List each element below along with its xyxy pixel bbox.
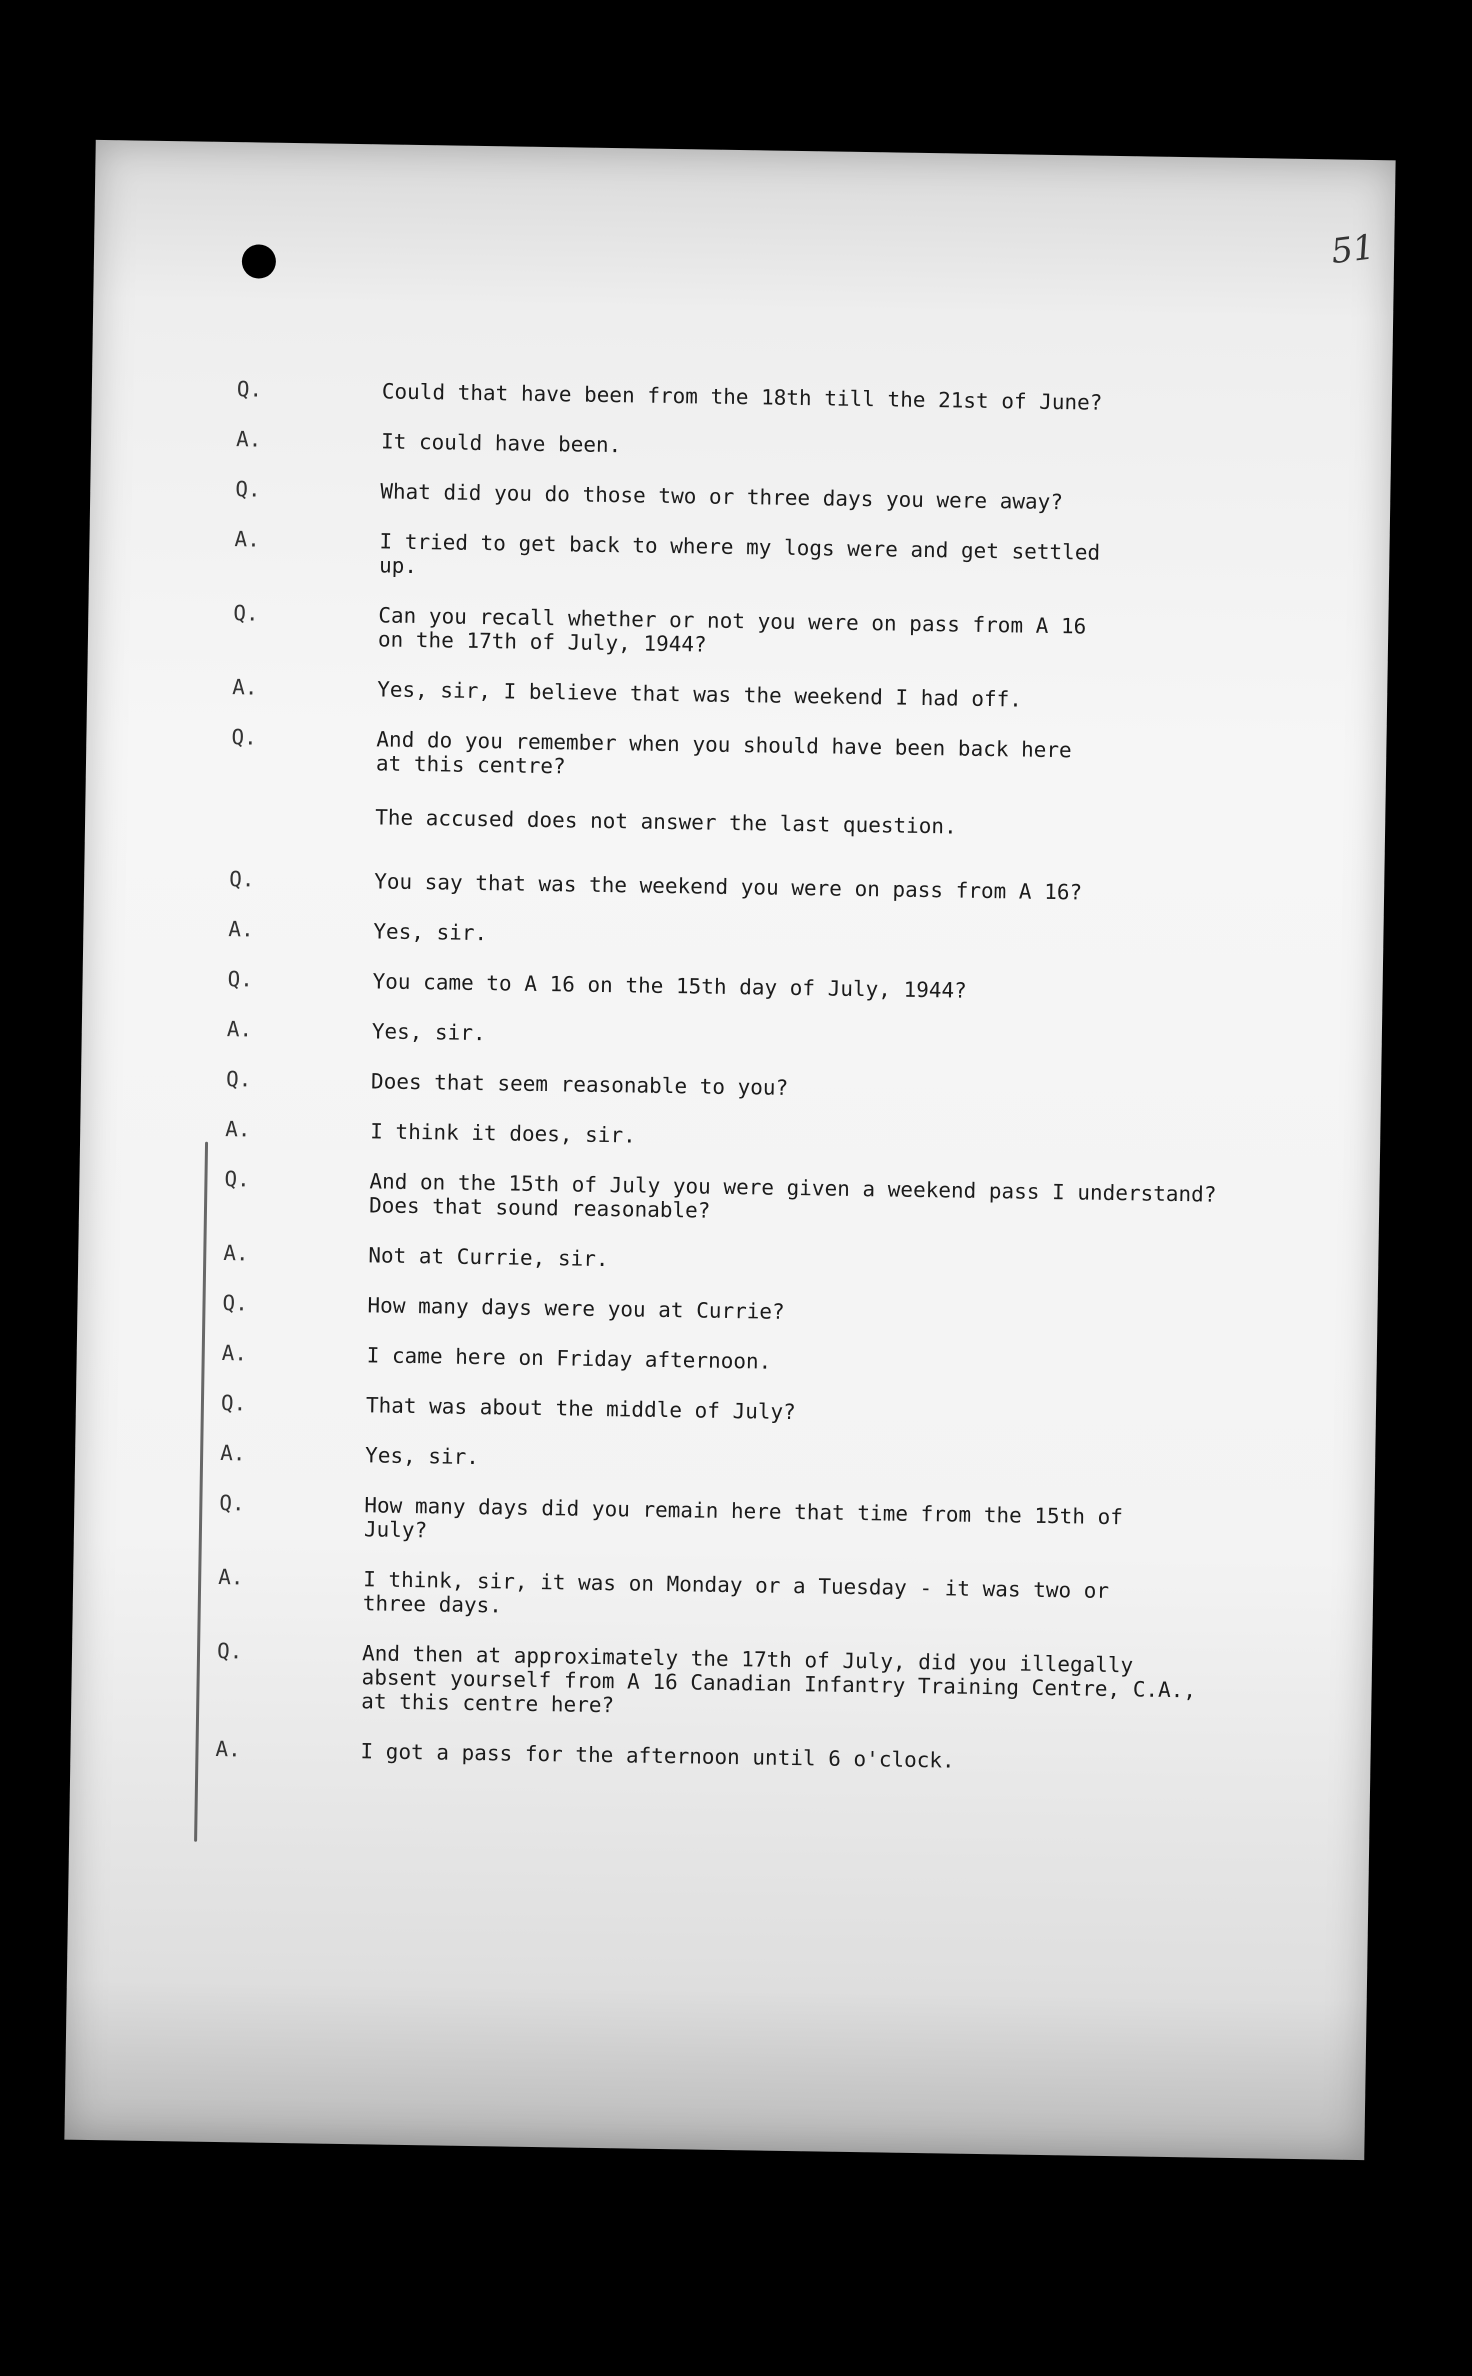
exchange-text: I think, sir, it was on Monday or a Tuesday - it was two or three days. xyxy=(362,1567,1110,1618)
exchange-text: What did you do those two or three days you were away? xyxy=(380,479,1064,515)
exchange-text: Not at Currie, sir. xyxy=(368,1243,609,1272)
exchange-text: Could that have been from the 18th till the 21st of June? xyxy=(381,379,1103,415)
exchange-text: Can you recall whether or not you were on pass from A 16 on the 17th of July, 1944? xyxy=(377,603,1087,657)
transcript-exchange xyxy=(220,1441,1320,1482)
exchange-text: I got a pass for the afternoon until 6 o'clock. xyxy=(360,1739,955,1773)
exchange-text: That was about the middle of July? xyxy=(365,1393,796,1425)
speaker-label: A. xyxy=(234,527,261,552)
transcript-exchange xyxy=(235,477,1335,518)
transcript-exchange xyxy=(219,1491,1320,1556)
transcript-exchange xyxy=(232,675,1332,716)
speaker-label: Q. xyxy=(227,967,254,992)
transcript-exchange xyxy=(226,1067,1326,1108)
transcript-exchange xyxy=(215,1737,1315,1778)
speaker-label: A. xyxy=(219,1441,246,1466)
speaker-label: Q. xyxy=(222,1291,249,1316)
transcript-exchange xyxy=(237,377,1337,418)
exchange-text: I think it does, sir. xyxy=(370,1119,636,1148)
exchange-text: You say that was the weekend you were on pass from A 16? xyxy=(373,869,1083,905)
exchange-text: And then at approximately the 17th of July, did you illegally absent yourself from A 16 Canadian Infantry Training Centre, C.A., at this centre here? xyxy=(361,1641,1197,1718)
transcript-exchange xyxy=(222,1291,1322,1332)
transcript-exchange xyxy=(221,1391,1321,1432)
exchange-text: How many days did you remain here that time from the 15th of July? xyxy=(363,1493,1124,1543)
speaker-label: Q. xyxy=(235,477,261,502)
exchange-text: Yes, sir, I believe that was the weekend I had off. xyxy=(377,677,1023,712)
transcript-exchange xyxy=(227,967,1327,1008)
transcript-exchange xyxy=(234,527,1335,592)
document-page xyxy=(64,140,1395,2160)
exchange-text: And do you remember when you should have been back here at this centre? xyxy=(375,727,1072,779)
exchange-text: Does that seem reasonable to you? xyxy=(370,1069,789,1100)
transcript-exchange xyxy=(236,427,1336,468)
transcript xyxy=(215,377,1337,1804)
margin-marking-line xyxy=(194,1142,208,1842)
speaker-label: Q. xyxy=(233,601,259,626)
speaker-label: Q. xyxy=(225,1067,252,1092)
speaker-label: Q. xyxy=(229,867,255,892)
transcript-block-2 xyxy=(215,867,1329,1778)
speaker-label: Q. xyxy=(216,1639,243,1664)
exchange-text: And on the 15th of July you were given a weekend pass I understand? Does that sound reasonable? xyxy=(368,1169,1217,1223)
transcript-exchange xyxy=(225,1117,1325,1158)
speaker-label: Q. xyxy=(219,1491,245,1516)
speaker-label: A. xyxy=(223,1241,249,1266)
exchange-text: How many days were you at Currie? xyxy=(367,1293,785,1324)
transcript-exchange xyxy=(233,601,1334,666)
speaker-label: Q. xyxy=(224,1167,250,1192)
transcript-exchange xyxy=(229,867,1329,908)
speaker-label: A. xyxy=(226,1017,253,1042)
speaker-label: A. xyxy=(232,675,258,700)
exchange-text: I came here on Friday afternoon. xyxy=(366,1343,772,1374)
transcript-block-1 xyxy=(231,377,1337,790)
speaker-label: A. xyxy=(235,427,262,452)
speaker-label: A. xyxy=(215,1736,242,1762)
speaker-label: A. xyxy=(221,1341,248,1366)
exchange-text: You came to A 16 on the 15th day of July, 1944? xyxy=(372,969,967,1003)
speaker-label: A. xyxy=(225,1117,251,1142)
page-number: 51 xyxy=(1328,227,1377,273)
speaker-label: Q. xyxy=(231,725,257,750)
transcript-exchange xyxy=(231,725,1332,790)
transcript-exchange xyxy=(216,1639,1317,1728)
speaker-label: A. xyxy=(228,917,254,942)
transcript-exchange xyxy=(218,1565,1319,1630)
exchange-text: Yes, sir. xyxy=(373,919,488,946)
speaker-label: Q. xyxy=(220,1391,247,1416)
transcript-exchange xyxy=(224,1167,1325,1232)
exchange-text: Yes, sir. xyxy=(371,1019,486,1046)
transcript-exchange xyxy=(223,1241,1323,1282)
transcript-exchange xyxy=(228,917,1328,958)
speaker-label: Q. xyxy=(236,377,263,402)
exchange-text: I tried to get back to where my logs were and get settled up. xyxy=(378,529,1101,579)
transcript-exchange xyxy=(227,1017,1327,1058)
punch-hole xyxy=(242,244,277,279)
transcript-exchange xyxy=(222,1341,1322,1382)
exchange-text: It could have been. xyxy=(380,429,622,458)
transcript-note: The accused does not answer the last question. xyxy=(374,805,957,839)
exchange-text: Yes, sir. xyxy=(364,1443,480,1470)
speaker-label: A. xyxy=(218,1565,244,1590)
